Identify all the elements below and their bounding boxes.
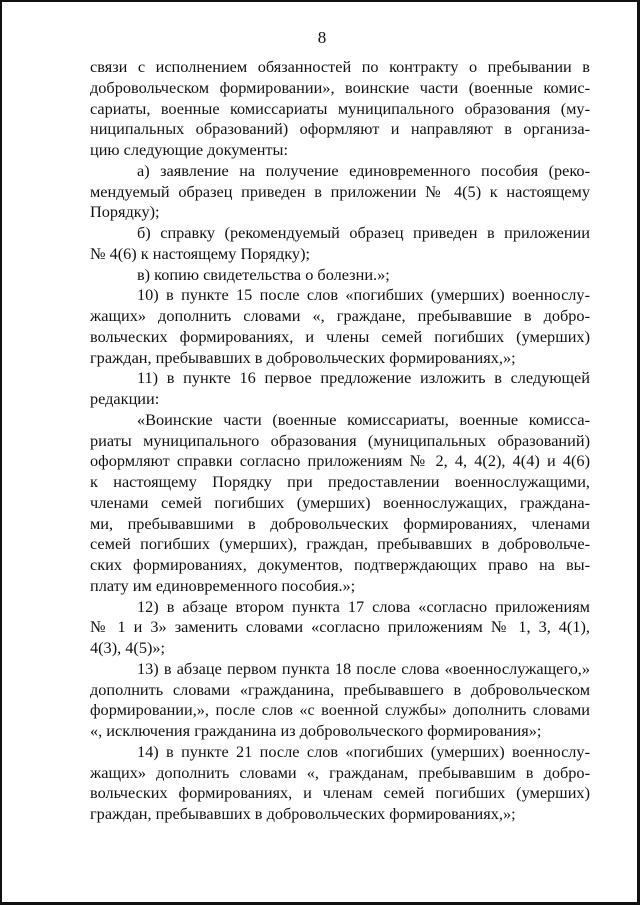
- text-line: № 1 и 3» заменить словами «согласно приложениям № 1, 3, 4(1),: [90, 617, 590, 637]
- text-line: вольческих формированиях, и члены семей погибших (умерших): [90, 326, 590, 346]
- text-line: сариаты, военные комиссариаты муниципального образования (му-: [90, 98, 590, 118]
- text-line: 4(3), 4(5)»;: [90, 638, 166, 657]
- text-line: связи с исполнением обязанностей по контракту о пребывании в: [90, 57, 590, 76]
- text-line: «Воинские части (военные комиссариаты, военные комисса-: [137, 409, 590, 429]
- document-body: [90, 57, 590, 825]
- text-line: цию следующие документы:: [90, 140, 289, 159]
- text-line: 10) в пункте 15 после слов «погибших (умерших) военнослу-: [137, 285, 590, 305]
- text-line: 13) в абзаце первом пункта 18 после слова «военнослужащего,»: [137, 658, 590, 678]
- text-line: ниципальных образований) оформляют и направляют в организа-: [90, 119, 590, 139]
- text-line: а) заявление на получение единовременного пособия (реко-: [137, 160, 590, 180]
- text-line: б) справку (рекомендуемый образец приведен в приложении: [137, 223, 590, 242]
- text-line: в) копию свидетельства о болезни.»;: [137, 264, 390, 284]
- text-line: риаты муниципального образования (муниципальных образований): [90, 430, 590, 450]
- text-line: плату им единовременного пособия.»;: [90, 575, 356, 595]
- page-number: 8: [317, 28, 327, 47]
- text-line: членами семей погибших (умерших) военнослужащих, граждана-: [90, 492, 590, 512]
- text-line: к настоящему Порядку при предоставлении военнослужащими,: [90, 472, 590, 491]
- text-line: оформляют справки согласно приложениям № 2, 4, 4(2), 4(4) и 4(6): [90, 451, 590, 471]
- text-line: граждан, пребывавших в добровольческих формированиях,»;: [90, 347, 516, 367]
- text-line: мендуемый образец приведен в приложении № 4(5) к настоящему: [90, 181, 590, 201]
- text-line: «, исключения гражданина из добровольческого формирования»;: [90, 721, 542, 740]
- text-line: формировании,», после слов «с военной службы» дополнить словами: [90, 700, 590, 720]
- text-line: 12) в абзаце втором пункта 17 слова «согласно приложениям: [137, 596, 590, 616]
- text-line: добровольческом формировании», воинские части (военные комис-: [90, 77, 590, 97]
- text-line: 11) в пункте 16 первое предложение изложить в следующей: [137, 368, 590, 388]
- text-line: № 4(6) к настоящему Порядку);: [90, 243, 311, 263]
- text-line: жащих» дополнить словами «, граждане, пребывавшие в добро-: [90, 306, 590, 325]
- text-line: семей погибших (умерших), граждан, пребывавших в добровольче-: [90, 534, 590, 554]
- text-line: Порядку);: [90, 202, 160, 222]
- text-line: 14) в пункте 21 после слов «погибших (умерших) военнослу-: [137, 741, 590, 761]
- text-line: дополнить словами «гражданина, пребывавшего в добровольческом: [90, 679, 590, 699]
- text-line: редакции:: [90, 389, 160, 408]
- text-line: вольческих формированиях, и членам семей погибших (умерших): [90, 783, 590, 803]
- text-line: жащих» дополнить словами «, гражданам, пребывавшим в добро-: [90, 762, 590, 782]
- text-line: граждан, пребывавших в добровольческих формированиях,»;: [90, 804, 516, 823]
- text-line: ми, пребывавшими в добровольческих формированиях, членами: [90, 513, 590, 533]
- text-line: ских формированиях, документов, подтверждающих право на вы-: [90, 555, 590, 574]
